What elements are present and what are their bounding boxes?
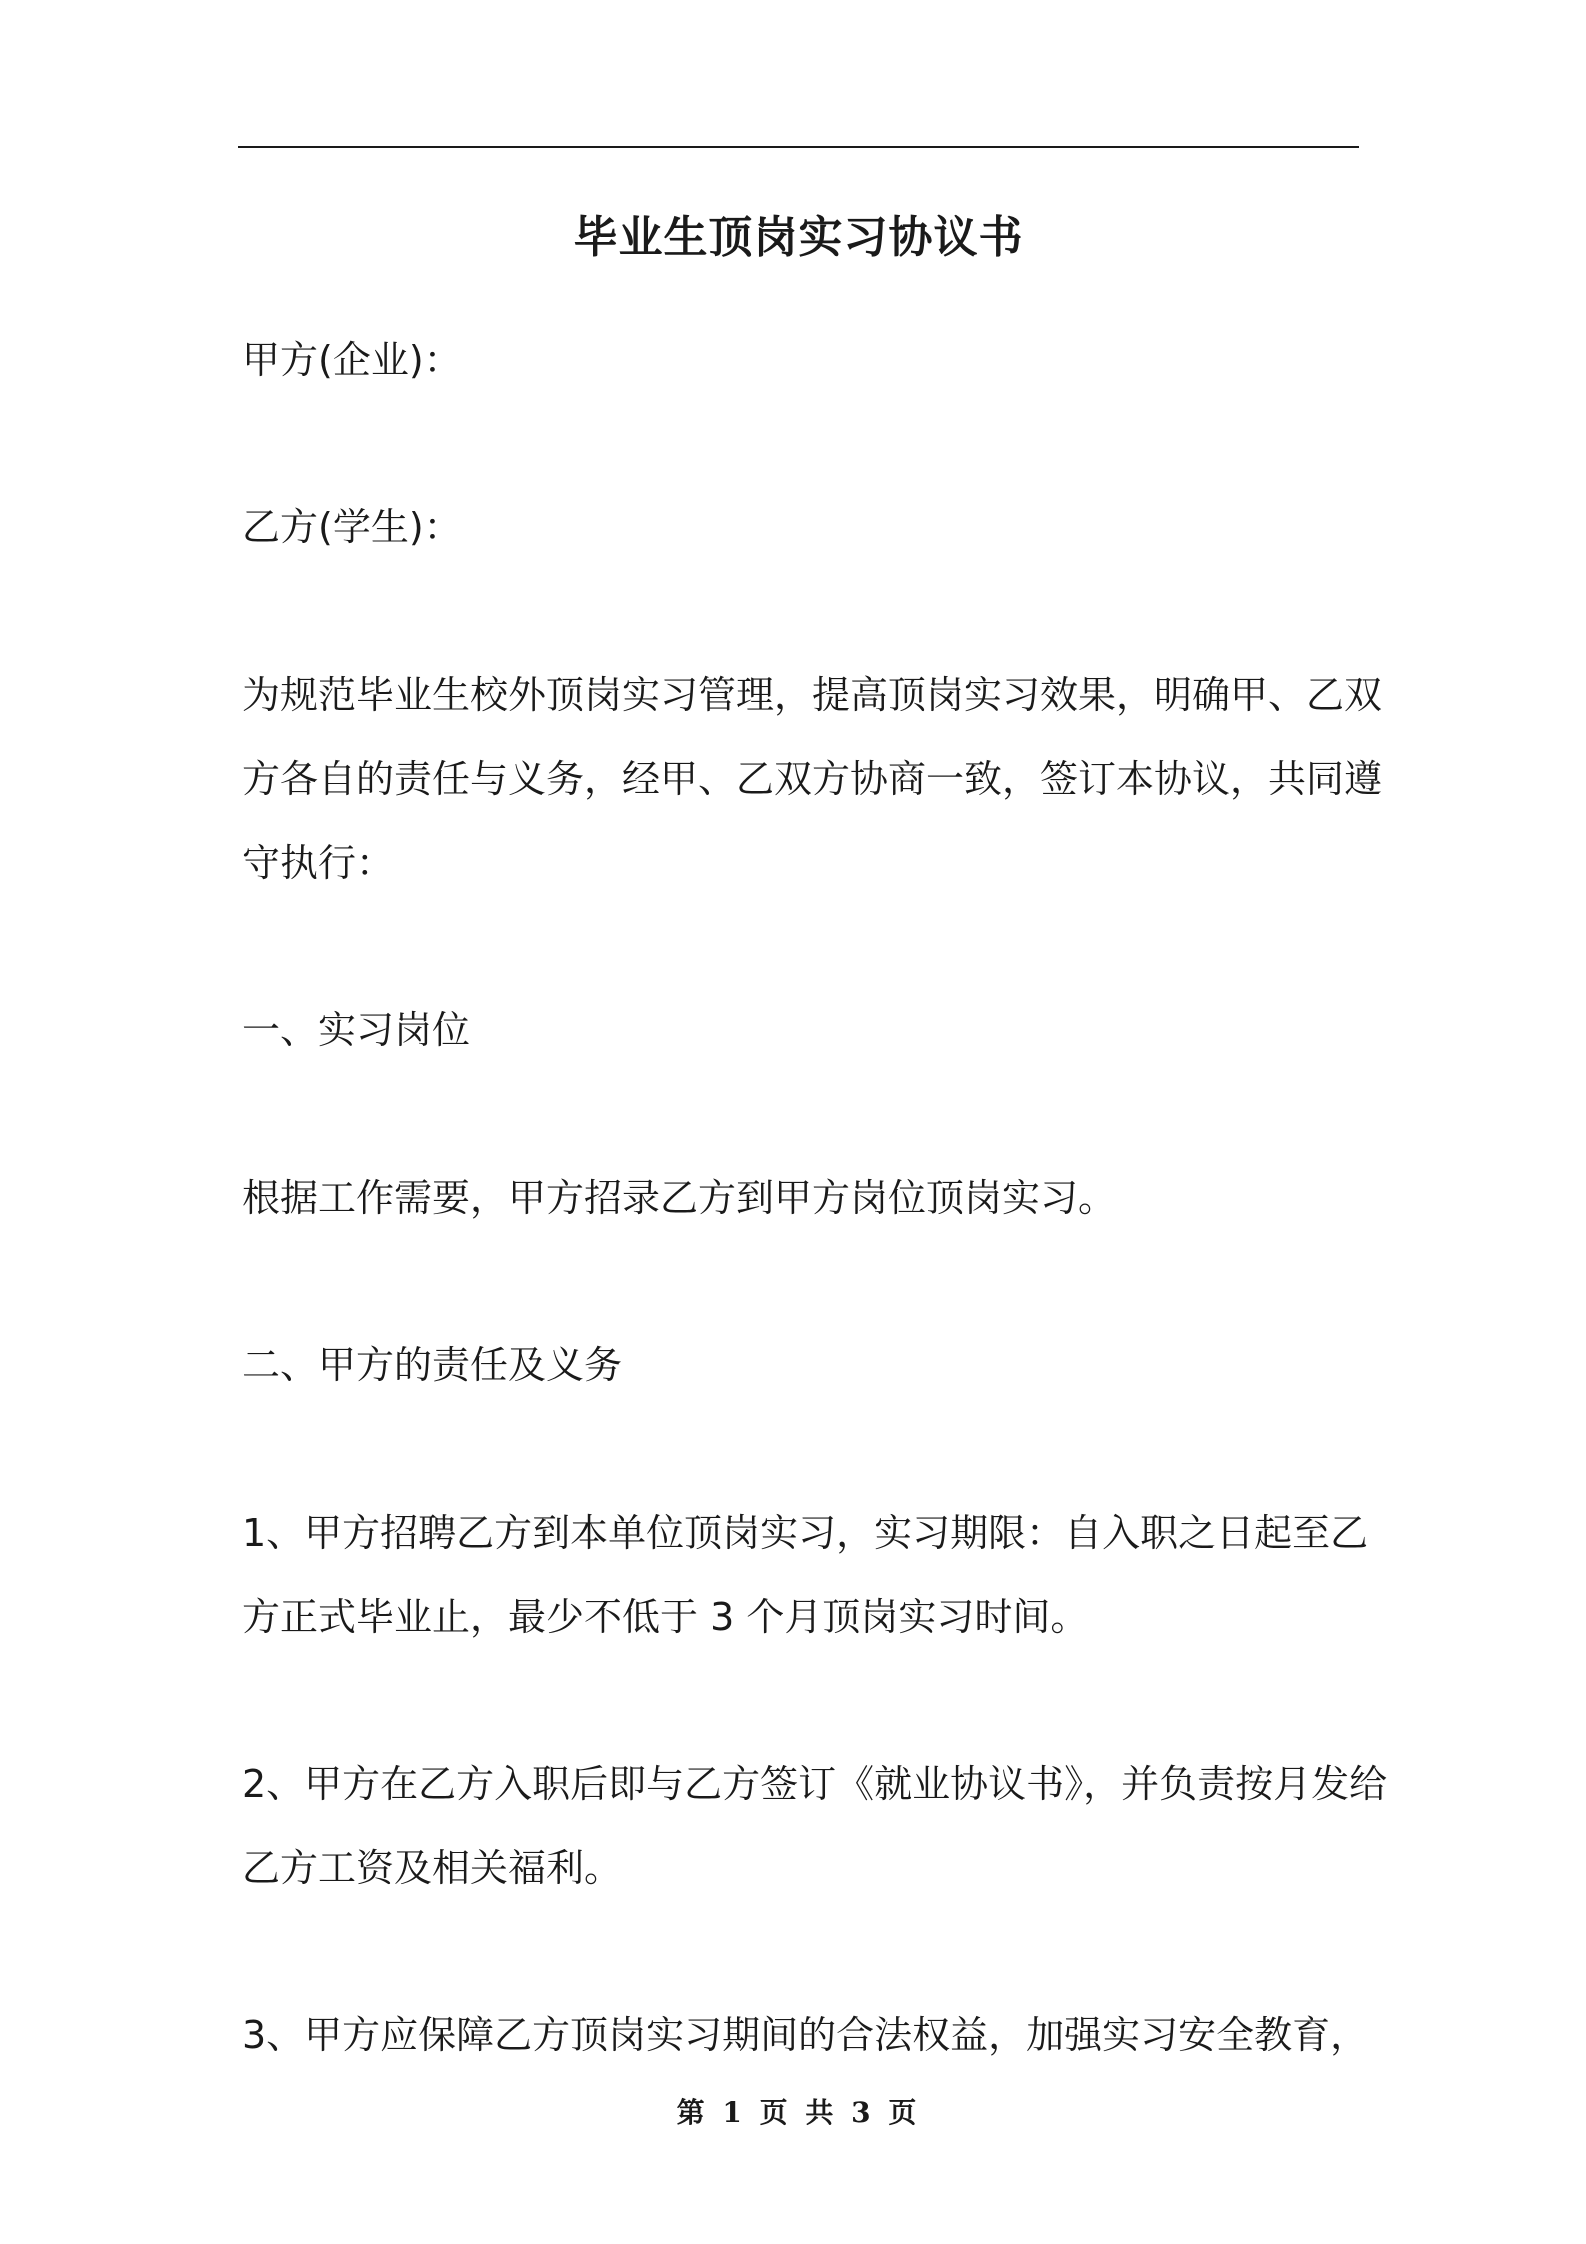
party-a-label: 甲方(企业)： <box>242 338 462 382</box>
item-2-line-2: 乙方工资及相关福利。 <box>242 1846 623 1890</box>
document-title: 毕业生顶岗实习协议书 <box>573 212 1024 263</box>
page-number-footer: 第 1 页 共 3 页 <box>676 2096 921 2129</box>
item-3-line-1: 3、甲方应保障乙方顶岗实习期间的合法权益，加强实习安全教育， <box>242 2013 1369 2057</box>
section-1-heading: 一、实习岗位 <box>242 1008 471 1052</box>
preamble-line-3: 守执行： <box>242 841 395 885</box>
item-1-line-2: 方正式毕业止，最少不低于 3 个月顶岗实习时间。 <box>242 1595 1089 1639</box>
item-1-line-1: 1、甲方招聘乙方到本单位顶岗实习，实习期限：自入职之日起至乙 <box>242 1511 1369 1555</box>
item-2-line-1: 2、甲方在乙方入职后即与乙方签订《就业协议书》，并负责按月发给 <box>242 1762 1388 1806</box>
preamble-line-1: 为规范毕业生校外顶岗实习管理，提高顶岗实习效果，明确甲、乙双 <box>242 673 1383 717</box>
preamble-line-2: 方各自的责任与义务，经甲、乙双方协商一致，签订本协议，共同遵 <box>242 757 1383 801</box>
section-2-heading: 二、甲方的责任及义务 <box>242 1343 623 1387</box>
section-1-text: 根据工作需要，甲方招录乙方到甲方岗位顶岗实习。 <box>242 1176 1117 1220</box>
header-divider <box>238 146 1359 148</box>
party-b-label: 乙方(学生)： <box>242 505 462 549</box>
